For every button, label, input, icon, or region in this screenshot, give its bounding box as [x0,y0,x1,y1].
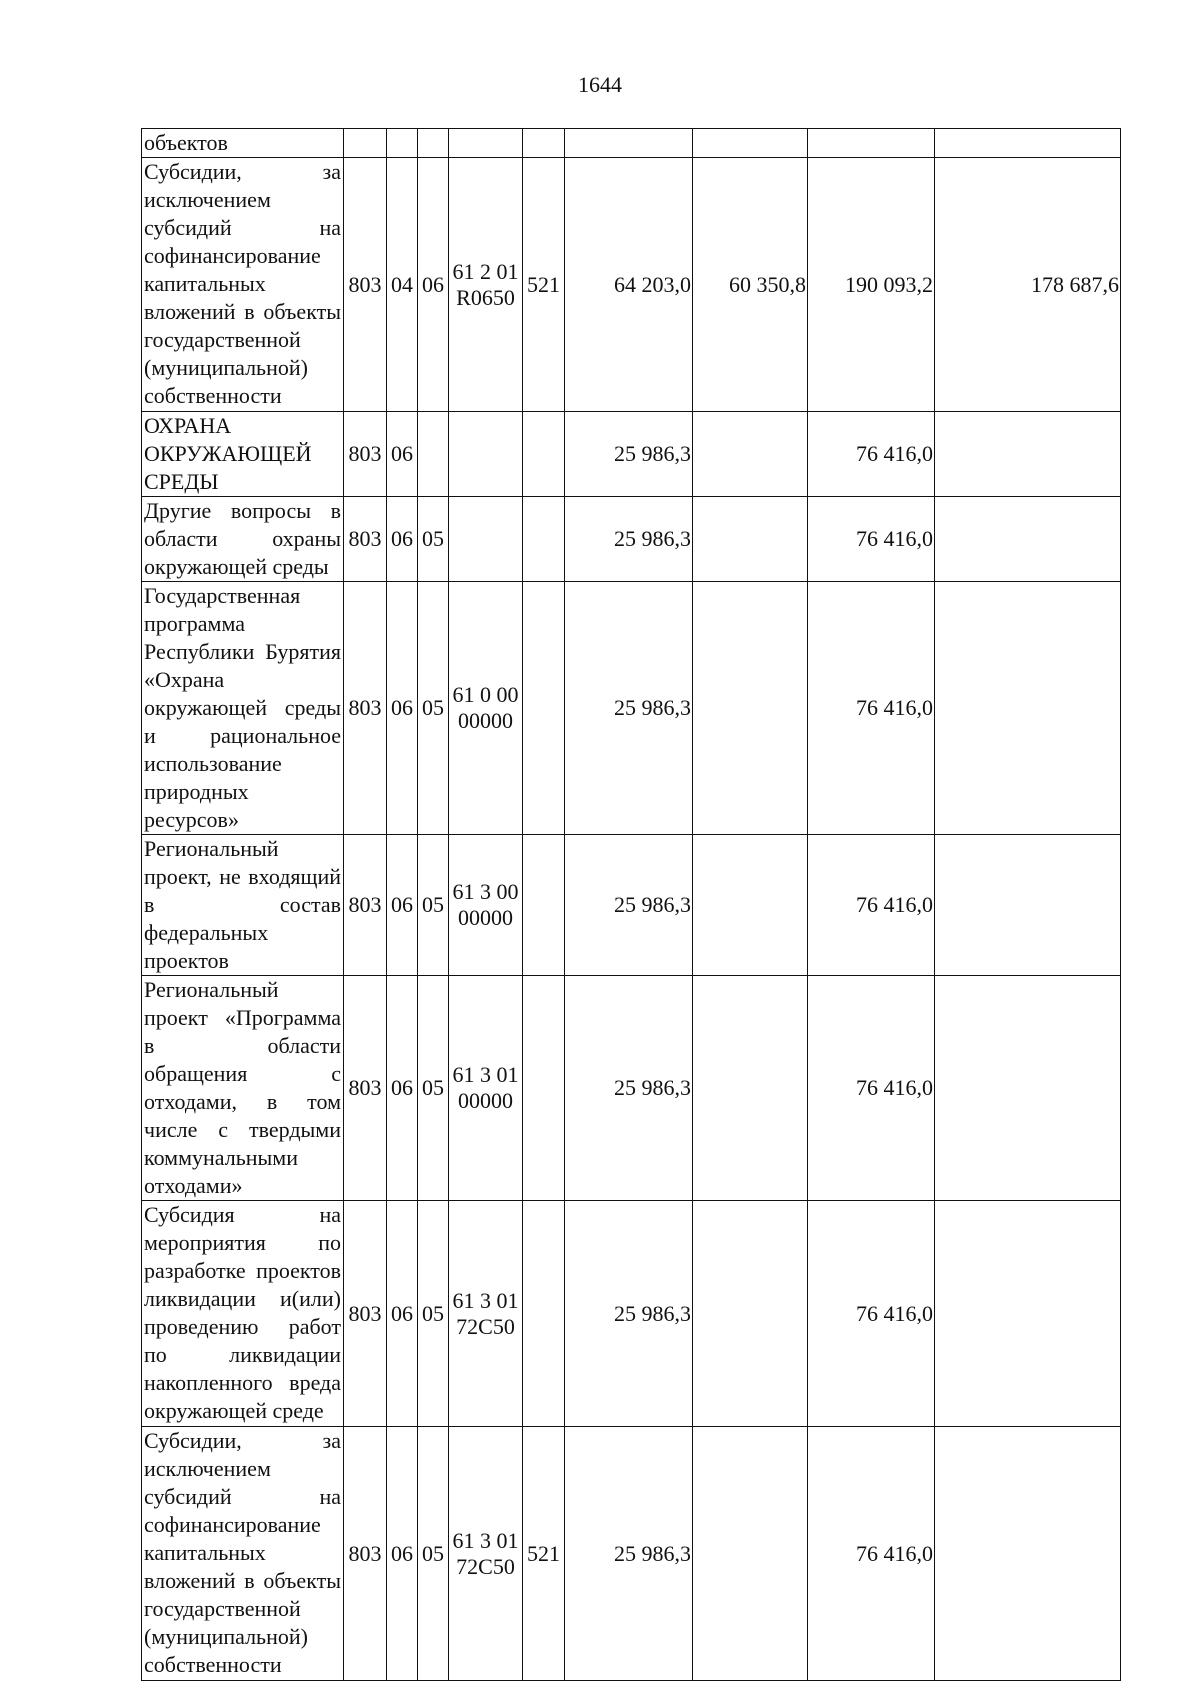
amount-2-cell [693,497,808,582]
subsection-code-cell: 05 [418,835,449,976]
expense-type-cell [523,497,565,582]
amount-3-cell [808,129,935,158]
row-name-cell: Субсидия на мероприятия по разработке проектов ликвидации и(или) проведению работ по ликвидации накопленного вреда окружающей среде [142,1201,344,1427]
expense-type-cell [523,835,565,976]
amount-4-cell [935,497,1121,582]
section-code-cell: 06 [387,976,418,1201]
row-name-cell: ОХРАНА ОКРУЖАЮЩЕЙ СРЕДЫ [142,412,344,497]
amount-1-cell: 64 203,0 [565,158,693,412]
table-row [142,976,1121,1201]
amount-4-cell [935,1427,1121,1681]
row-name-cell: Региональный проект «Программа в области обращения с отходами, в том числе с твердыми коммунальными отходами» [142,976,344,1201]
expense-type-cell: 521 [523,158,565,412]
target-article-cell: 61 3 01 72С50 [449,1201,523,1427]
target-article-cell: 61 3 01 72С50 [449,1427,523,1681]
amount-1-cell: 25 986,3 [565,1427,693,1681]
amount-4-cell: 178 687,6 [935,158,1121,412]
amount-3-cell: 76 416,0 [808,835,935,976]
amount-2-cell: 60 350,8 [693,158,808,412]
expense-type-cell [523,976,565,1201]
amount-2-cell [693,1427,808,1681]
table-row [142,497,1121,582]
ministry-code-cell: 803 [344,582,387,835]
amount-4-cell [935,835,1121,976]
subsection-code-cell: 05 [418,497,449,582]
ministry-code-cell: 803 [344,1201,387,1427]
page-number: 1644 [578,72,622,97]
subsection-code-cell: 05 [418,1427,449,1681]
amount-2-cell [693,412,808,497]
subsection-code-cell: 06 [418,158,449,412]
amount-3-cell: 76 416,0 [808,497,935,582]
table-row [142,158,1121,412]
ministry-code-cell: 803 [344,835,387,976]
section-code-cell: 06 [387,412,418,497]
subsection-code-cell: 05 [418,976,449,1201]
amount-1-cell: 25 986,3 [565,582,693,835]
amount-2-cell [693,1201,808,1427]
section-code-cell [387,129,418,158]
row-name-cell: Субсидии, за исключением субсидий на софинансирование капитальных вложений в объекты государственной (муниципальной) собственности [142,1427,344,1681]
table-body [142,129,1121,1681]
target-article-cell: 61 2 01 R0650 [449,158,523,412]
budget-table [141,128,1121,1681]
amount-1-cell: 25 986,3 [565,976,693,1201]
amount-4-cell [935,129,1121,158]
amount-2-cell [693,976,808,1201]
amount-2-cell [693,835,808,976]
row-name-cell: Субсидии, за исключением субсидий на софинансирование капитальных вложений в объекты государственной (муниципальной) собственности [142,158,344,412]
amount-2-cell [693,129,808,158]
subsection-code-cell [418,129,449,158]
amount-2-cell [693,582,808,835]
table-row [142,582,1121,835]
expense-type-cell [523,582,565,835]
section-code-cell: 06 [387,1201,418,1427]
subsection-code-cell: 05 [418,582,449,835]
amount-1-cell: 25 986,3 [565,835,693,976]
table-row [142,412,1121,497]
target-article-cell: 61 3 01 00000 [449,976,523,1201]
ministry-code-cell: 803 [344,1427,387,1681]
ministry-code-cell [344,129,387,158]
row-name-cell: Государственная программа Республики Бурятия «Охрана окружающей среды и рациональное использование природных ресурсов» [142,582,344,835]
expense-type-cell [523,129,565,158]
target-article-cell [449,412,523,497]
amount-4-cell [935,976,1121,1201]
ministry-code-cell: 803 [344,976,387,1201]
table-row [142,1201,1121,1427]
amount-1-cell: 25 986,3 [565,497,693,582]
target-article-cell: 61 3 00 00000 [449,835,523,976]
subsection-code-cell [418,412,449,497]
section-code-cell: 06 [387,582,418,835]
ministry-code-cell: 803 [344,497,387,582]
amount-4-cell [935,1201,1121,1427]
amount-3-cell: 76 416,0 [808,1201,935,1427]
amount-3-cell: 76 416,0 [808,976,935,1201]
ministry-code-cell: 803 [344,158,387,412]
target-article-cell: 61 0 00 00000 [449,582,523,835]
ministry-code-cell: 803 [344,412,387,497]
subsection-code-cell: 05 [418,1201,449,1427]
table-row [142,1427,1121,1681]
target-article-cell [449,129,523,158]
amount-4-cell [935,412,1121,497]
amount-3-cell: 76 416,0 [808,1427,935,1681]
section-code-cell: 06 [387,835,418,976]
amount-4-cell [935,582,1121,835]
section-code-cell: 04 [387,158,418,412]
target-article-cell [449,497,523,582]
section-code-cell: 06 [387,1427,418,1681]
section-code-cell: 06 [387,497,418,582]
row-name-cell: Другие вопросы в области охраны окружающей среды [142,497,344,582]
row-name-cell: объектов [142,129,344,158]
amount-1-cell: 25 986,3 [565,412,693,497]
expense-type-cell [523,412,565,497]
amount-1-cell: 25 986,3 [565,1201,693,1427]
amount-1-cell [565,129,693,158]
expense-type-cell [523,1201,565,1427]
amount-3-cell: 190 093,2 [808,158,935,412]
expense-type-cell: 521 [523,1427,565,1681]
table-row [142,129,1121,158]
row-name-cell: Региональный проект, не входящий в состав федеральных проектов [142,835,344,976]
amount-3-cell: 76 416,0 [808,582,935,835]
table-row [142,835,1121,976]
amount-3-cell: 76 416,0 [808,412,935,497]
